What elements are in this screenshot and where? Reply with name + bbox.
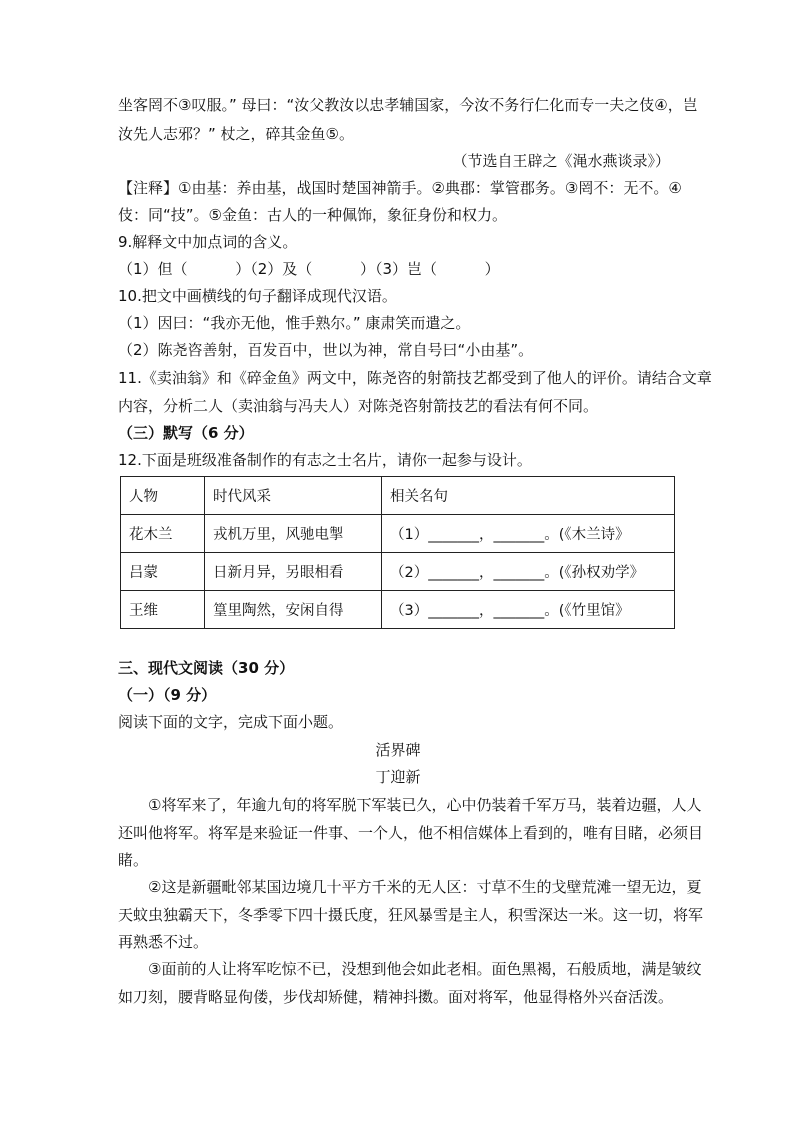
article-author: 丁迎新 [375,768,421,786]
table-cell-style: 篁里陶然，安闲自得 [205,591,382,629]
table-cell-person: 王维 [121,591,205,629]
article-title: 活界碑 [375,741,421,759]
section-dictation-heading: （三）默写（6 分） [118,424,254,442]
article-paragraph-line: ①将军来了，年逾九旬的将军脱下军装已久，心中仍装着千军万马，装着边疆，人人 [148,796,702,814]
article-paragraph-line: 还叫他将军。将军是来验证一件事、一个人，他不相信媒体上看到的，唯有目睹，必须目 [118,824,704,842]
table-cell-person: 花木兰 [121,515,205,553]
table-header-cell: 相关名句 [382,477,675,515]
subsection-heading: （一）（9 分） [118,686,217,704]
question-9-items: （1）但（ ）（2）及（ ）（3）岂（ ） [118,260,500,278]
question-10-sentence-1: （1）因曰：“我亦无他，惟手熟尔。” 康肃笑而遣之。 [118,314,471,332]
name-card-table [120,476,675,629]
passage-source: （节选自王辟之《渑水燕谈录》） [452,152,670,170]
article-paragraph-line: 如刀刻，腰背略显佝偻，步伐却矫健，精神抖擞。面对将军，他显得格外兴奋活泼。 [118,988,674,1006]
question-12-stem: 12.下面是班级准备制作的有志之士名片，请你一起参与设计。 [118,451,532,469]
passage-line: 坐客罔不③叹服。” 母曰：“汝父教汝以忠孝辅国家，今汝不务行仁化而专一夫之伎④，岂 [118,96,698,114]
table-cell-quote: （2）_______，_______。(《孙权劝学》 [382,553,675,591]
passage-line: 汝先人志邪？” 杖之，碎其金鱼⑤。 [118,125,354,143]
section-modern-heading: 三、现代文阅读（30 分） [118,659,295,677]
notes-line: 【注释】①由基：养由基，战国时楚国神箭手。②典郡：掌管郡务。③罔不：无不。④ [118,179,682,197]
table-cell-quote: （3）_______，_______。(《竹里馆》 [382,591,675,629]
table-header-row [121,477,675,515]
reading-instruction: 阅读下面的文字，完成下面小题。 [118,713,344,731]
article-paragraph-line: 睹。 [118,851,149,869]
question-10-sentence-2: （2）陈尧咨善射，百发百中，世以为神，常自号曰“小由基”。 [118,341,534,359]
question-10-stem: 10.把文中画横线的句子翻译成现代汉语。 [118,287,397,305]
article-paragraph-line: 再熟悉不过。 [118,933,209,951]
question-9-stem: 9.解释文中加点词的含义。 [118,233,298,251]
table-cell-style: 日新月异，另眼相看 [205,553,382,591]
notes-line: 伎：同“技”。⑤金鱼：古人的一种佩饰，象征身份和权力。 [118,206,507,224]
article-paragraph-line: ②这是新疆毗邻某国边境几十平方千米的无人区：寸草不生的戈壁荒滩一望无边，夏 [148,878,702,896]
table-header-cell: 时代风采 [205,477,382,515]
table-cell-quote: （1）_______，_______。(《木兰诗》 [382,515,675,553]
table-header-cell: 人物 [121,477,205,515]
table-cell-style: 戎机万里，风驰电掣 [205,515,382,553]
article-paragraph-line: ③面前的人让将军吃惊不已，没想到他会如此老相。面色黑褐，石般质地，满是皱纹 [148,960,702,978]
table-row [121,591,675,629]
question-11-line: 内容，分析二人（卖油翁与冯夫人）对陈尧咨射箭技艺的看法有何不同。 [118,397,599,415]
table-row [121,515,675,553]
article-paragraph-line: 天蚊虫独霸天下，冬季零下四十摄氏度，狂风暴雪是主人，积雪深达一米。这一切，将军 [118,906,704,924]
table-row [121,553,675,591]
question-11-line: 11.《卖油翁》和《碎金鱼》两文中，陈尧咨的射箭技艺都受到了他人的评价。请结合文章 [118,369,712,387]
table-cell-person: 吕蒙 [121,553,205,591]
